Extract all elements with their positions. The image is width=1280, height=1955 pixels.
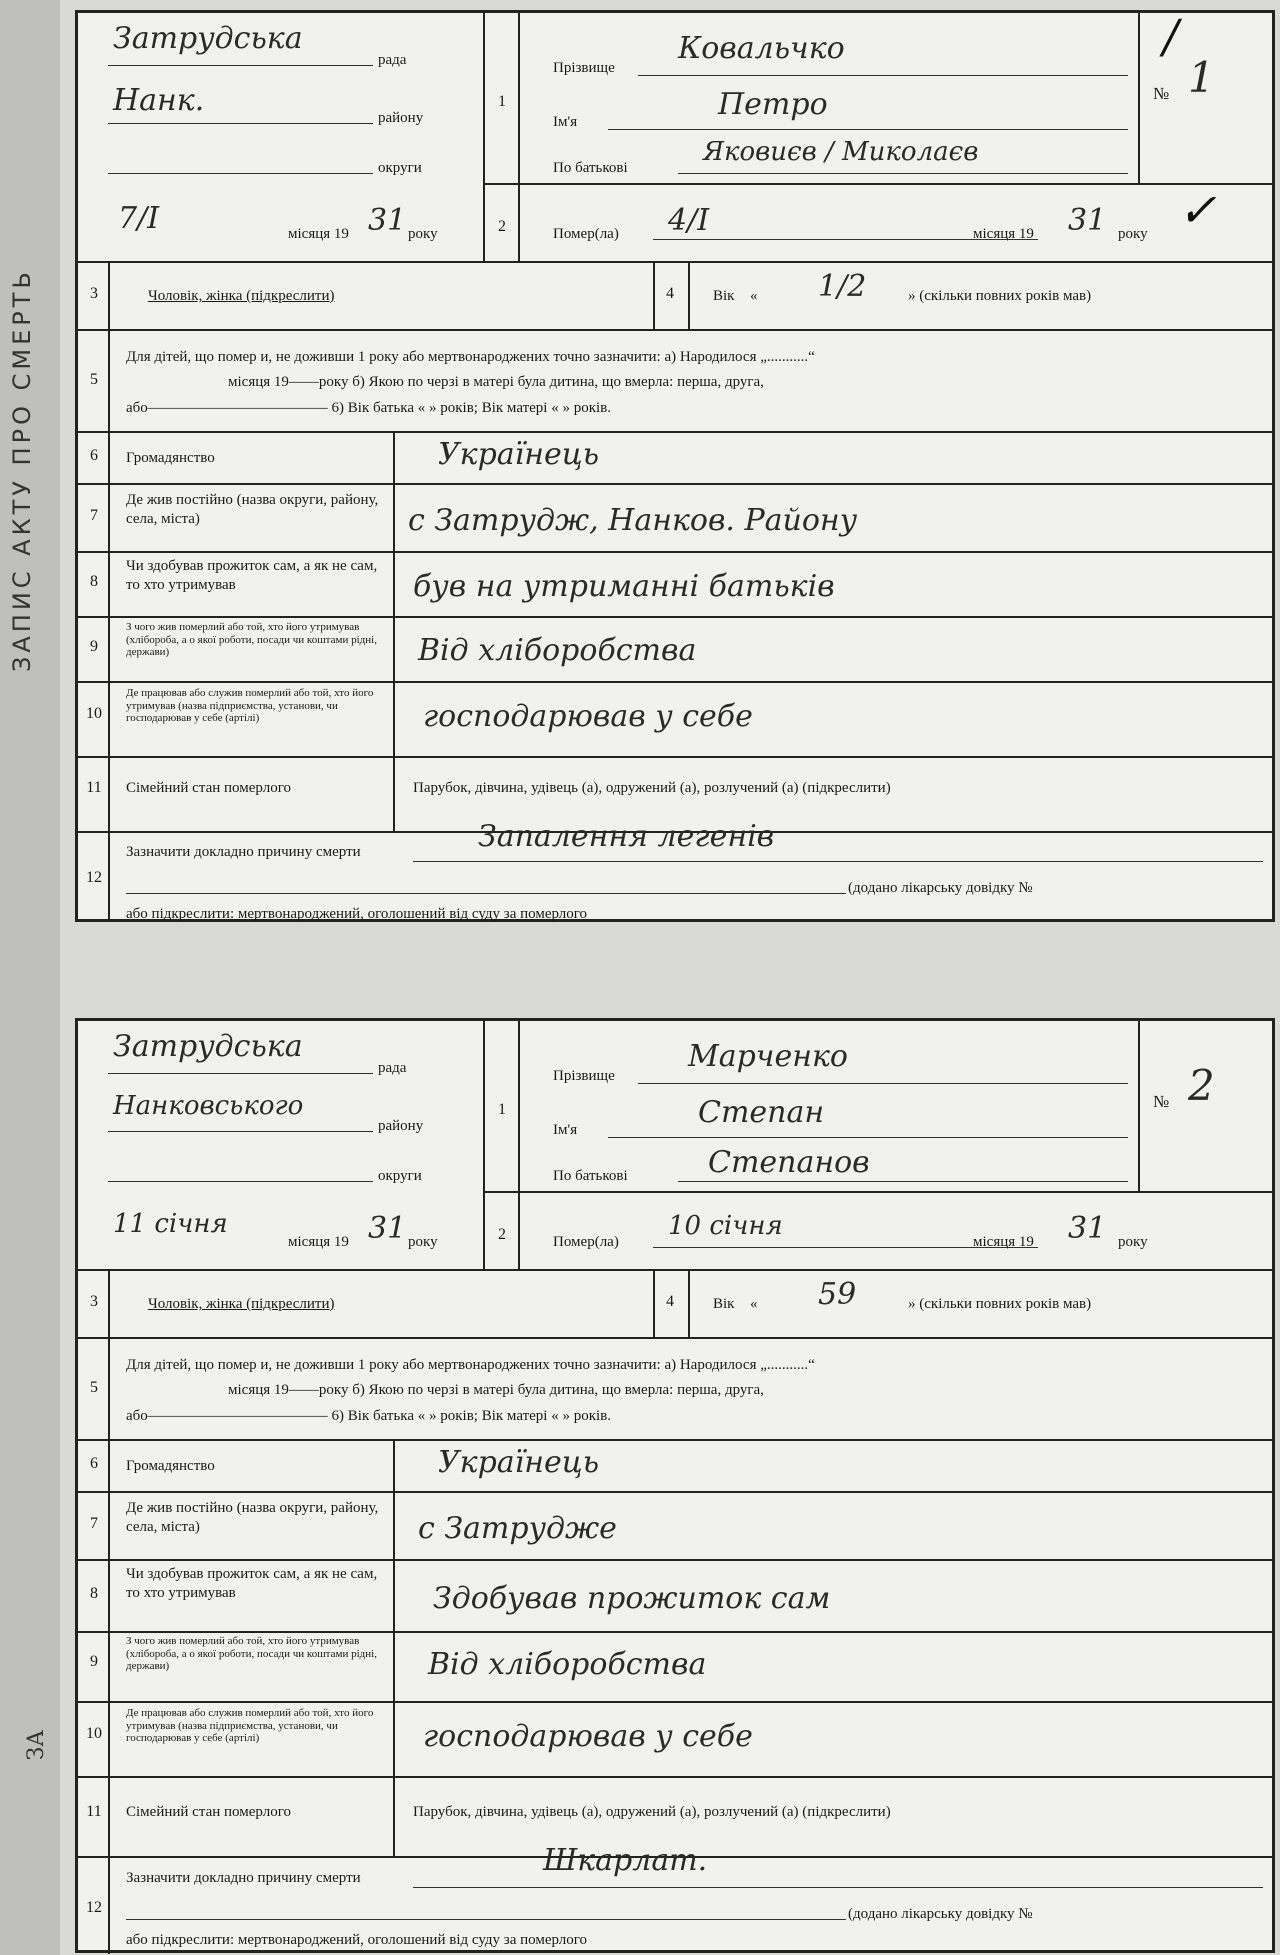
reg-month-label: місяця 19 [288, 1234, 349, 1250]
cause-label: Зазначити докладно причину смерти [126, 844, 361, 860]
citizenship-label: Громадянство [126, 1458, 215, 1474]
citizenship-value: Українець [438, 1445, 600, 1480]
age-value: 1/2 [818, 269, 867, 304]
sidebar-title: ЗАПИС АКТУ ПРО СМЕРТЬ [8, 268, 36, 672]
stillborn-label: або підкреслити: мертвонароджений, оголошений від суду за померлого [126, 1932, 588, 1948]
death-record-card-1: Затрудська рада Нанк. району округи 7/I місяця 19 31 року 1 Прізвище Ковальчко Ім'я Петро По батькові Яковиєв / Миколаєв № 1 / 2 Помер(ла) 4/I місяця 19 31 року ✓ 3 Чоловік, жінка (підкреслити) 4 Вік « 1/2 » (скільки повних років мав) 5 Для дітей, що помер и, не доживши 1 року або мертвонароджених точно зазначити: а) Народилося „...........“ місяця 19——року б) Якою по черзі в матері була дитина, що вмерла: перша, друга, або———————————— 6) Вік батька « » років; Вік матері « » років. 6 Громадянство Українець 7 Де жив постійно (назва округи, району, села, міста) с Затрудж, Нанков. Району 8 Чи здобував прожиток сам, а як не сам, то хто утримував був на утриманні батьків 9 З чого жив померлий або той, хто його утримував (хлібороба, а о якої роботи, посади чи коштами рідні, держави) Від хліборобства 10 Де працював або служив померлий або той, хто його утримував (назва підприємства, установи, чи господарював у себе (артілі) господарював у себе 11 Сімейний стан померлого Парубок, дівчина, удівець (а), одружений (а), розлучений (а) (підкреслити) 12 Зазначити докладно причину смерти Запалення легенів (додано лікарську довідку № або підкреслити: мертвонароджений, оголошений від суду за померлого [75, 10, 1275, 922]
age-value: 59 [818, 1277, 857, 1312]
children-line-1: Для дітей, що помер и, не доживши 1 року або мертвонароджених точно зазначити: а) Народилося „...........“ [126, 1357, 815, 1373]
marital-options: Парубок, дівчина, удівець (а), одружений (а), розлучений (а) (підкреслити) [413, 780, 891, 796]
row-number-7: 7 [90, 507, 98, 524]
row-number-6: 6 [90, 1455, 98, 1472]
death-year-label: року [1118, 226, 1148, 242]
death-month-label: місяця 19 [973, 226, 1034, 242]
row-number-3: 3 [90, 1293, 98, 1310]
surname-label: Прізвище [553, 60, 615, 76]
marital-options: Парубок, дівчина, удівець (а), одружений (а), розлучений (а) (підкреслити) [413, 1804, 891, 1820]
children-line-2: місяця 19——року б) Якою по черзі в матері була дитина, що вмерла: перша, друга, [228, 374, 764, 390]
cause-value: Запалення легенів [478, 819, 775, 854]
citizenship-value: Українець [438, 437, 600, 472]
name-value: Степан [698, 1095, 825, 1130]
patronymic-value: Яковиєв / Миколаєв [703, 137, 979, 167]
patronymic-label: По батькові [553, 1168, 628, 1184]
okrug-label: округи [378, 1168, 422, 1184]
rayon-label: району [378, 110, 424, 126]
cause-label: Зазначити докладно причину смерти [126, 1870, 361, 1886]
record-number-value: 2 [1188, 1061, 1215, 1110]
children-line-1: Для дітей, що помер и, не доживши 1 року або мертвонароджених точно зазначити: а) Народилося „...........“ [126, 349, 815, 365]
row-number-11: 11 [86, 779, 102, 796]
marital-label: Сімейний стан померлого [126, 1804, 291, 1820]
patronymic-label: По батькові [553, 160, 628, 176]
medical-note-label: (додано лікарську довідку № [848, 1906, 1033, 1922]
sex-label: Чоловік, жінка (підкреслити) [148, 288, 335, 304]
livelihood-label: Чи здобував прожиток сам, а як не сам, то хто утримував [126, 558, 378, 593]
livelihood-value: був на утриманні батьків [413, 569, 835, 604]
row-number-6: 6 [90, 447, 98, 464]
marital-label: Сімейний стан померлого [126, 780, 291, 796]
stillborn-label: або підкреслити: мертвонароджений, оголошений від суду за померлого [126, 906, 588, 922]
row-number-9: 9 [90, 1653, 98, 1670]
sex-label: Чоловік, жінка (підкреслити) [148, 1296, 335, 1312]
rada-label: рада [378, 52, 407, 68]
row-number-8: 8 [90, 573, 98, 590]
row-number-5: 5 [90, 1379, 98, 1396]
death-month-label: місяця 19 [973, 1234, 1034, 1250]
residence-value: с Затрудж, Нанков. Району [408, 503, 858, 538]
income-value: Від хліборобства [418, 633, 697, 668]
died-label: Помер(ла) [553, 1234, 619, 1250]
rayon-label: району [378, 1118, 424, 1134]
row-number-2: 2 [498, 218, 506, 235]
surname-value: Марченко [688, 1039, 848, 1074]
reg-date-value: 11 січня [113, 1209, 228, 1239]
workplace-label: Де працював або служив померлий або той, хто його утримував (назва підприємства, установи, чи господарював у себе (артілі) [126, 1707, 374, 1745]
death-year-value: 31 [1068, 1211, 1107, 1246]
death-year-value: 31 [1068, 203, 1107, 238]
name-value: Петро [718, 87, 828, 122]
reg-year-label: року [408, 1234, 438, 1250]
name-label: Ім'я [553, 1122, 578, 1138]
income-label: З чого жив померлий або той, хто його утримував (хлібороба, а о якої роботи, посади чи коштами рідні, держави) [126, 1635, 377, 1673]
sidebar-bottom-mark: ЗА [24, 1730, 49, 1761]
row-number-4: 4 [666, 285, 674, 302]
reg-date-value: 7/I [118, 201, 160, 236]
okrug-label: округи [378, 160, 422, 176]
rayon-value: Нанк. [113, 83, 205, 118]
residence-value: с Затрудже [418, 1511, 617, 1546]
left-margin-strip [0, 0, 60, 1955]
row-number-10: 10 [86, 705, 102, 722]
death-date-value: 10 січня [668, 1211, 783, 1241]
reg-year-label: року [408, 226, 438, 242]
reg-month-label: місяця 19 [288, 226, 349, 242]
livelihood-value: Здобував прожиток сам [433, 1581, 831, 1616]
rada-label: рада [378, 1060, 407, 1076]
workplace-label: Де працював або служив померлий або той, хто його утримував (назва підприємства, установи, чи господарював у себе (артілі) [126, 687, 374, 725]
death-date-value: 4/I [668, 203, 710, 238]
rada-value: Затрудська [113, 1029, 303, 1064]
cause-value: Шкарлат. [543, 1843, 708, 1878]
death-record-card-2: Затрудська рада Нанковського району округи 11 січня місяця 19 31 року 1 Прізвище Марченко Ім'я Степан По батькові Степанов № 2 2 Помер(ла) 10 січня місяця 19 31 року 3 Чоловік, жінка (підкреслити) 4 Вік « 59 » (скільки повних років мав) 5 Для дітей, що помер и, не доживши 1 року або мертвонароджених точно зазначити: а) Народилося „...........“ місяця 19——року б) Якою по черзі в матері була дитина, що вмерла: перша, друга, або———————————— 6) Вік батька « » років; Вік матері « » років. 6 Громадянство Українець 7 Де жив постійно (назва округи, району, села, міста) с Затрудже 8 Чи здобував прожиток сам, а як не сам, то хто утримував Здобував прожиток сам 9 З чого жив померлий або той, хто його утримував (хлібороба, а о якої роботи, посади чи коштами рідні, держави) Від хліборобства 10 Де працював або служив померлий або той, хто його утримував (назва підприємства, установи, чи господарював у себе (артілі) господарював у себе 11 Сімейний стан померлого Парубок, дівчина, удівець (а), одружений (а), розлучений (а) (підкреслити) 12 Зазначити докладно причину смерти Шкарлат. (додано лікарську довідку № або підкреслити: мертвонароджений, оголошений від суду за померлого [75, 1018, 1275, 1953]
check-mark: ✓ [1178, 183, 1217, 237]
row-number-12: 12 [86, 1899, 102, 1916]
reg-year-value: 31 [368, 1211, 407, 1246]
residence-label: Де жив постійно (назва округи, району, села, міста) [126, 492, 379, 527]
row-number-3: 3 [90, 285, 98, 302]
citizenship-label: Громадянство [126, 450, 215, 466]
income-value: Від хліборобства [428, 1647, 707, 1682]
number-label: № [1153, 84, 1170, 103]
workplace-value: господарював у себе [423, 699, 753, 734]
age-label: Вік [713, 288, 735, 304]
residence-label: Де жив постійно (назва округи, району, села, міста) [126, 1500, 379, 1535]
death-year-label: року [1118, 1234, 1148, 1250]
reg-year-value: 31 [368, 203, 407, 238]
children-line-2: місяця 19——року б) Якою по черзі в матері була дитина, що вмерла: перша, друга, [228, 1382, 764, 1398]
patronymic-value: Степанов [708, 1145, 870, 1180]
rada-value: Затрудська [113, 21, 303, 56]
age-label: Вік [713, 1296, 735, 1312]
age-hint: » (скільки повних років мав) [908, 1296, 1092, 1312]
medical-note-label: (додано лікарську довідку № [848, 880, 1033, 896]
livelihood-label: Чи здобував прожиток сам, а як не сам, то хто утримував [126, 1566, 378, 1601]
rayon-value: Нанковського [113, 1091, 304, 1121]
margin-mark: / [1163, 9, 1179, 63]
row-number-5: 5 [90, 371, 98, 388]
died-label: Помер(ла) [553, 226, 619, 242]
children-line-3: або———————————— 6) Вік батька « » років; Вік матері « » років. [126, 400, 612, 416]
row-number-7: 7 [90, 1515, 98, 1532]
row-number-4: 4 [666, 1293, 674, 1310]
row-number-2: 2 [498, 1226, 506, 1243]
row-number-9: 9 [90, 638, 98, 655]
workplace-value: господарював у себе [423, 1719, 753, 1754]
row-number-12: 12 [86, 869, 102, 886]
children-line-3: або———————————— 6) Вік батька « » років; Вік матері « » років. [126, 1408, 612, 1424]
name-label: Ім'я [553, 114, 578, 130]
row-number-1: 1 [498, 1101, 506, 1118]
record-number-value: 1 [1188, 53, 1215, 102]
row-number-11: 11 [86, 1803, 102, 1820]
row-number-1: 1 [498, 93, 506, 110]
income-label: З чого жив померлий або той, хто його утримував (хлібороба, а о якої роботи, посади чи коштами рідні, держави) [126, 621, 377, 659]
row-number-10: 10 [86, 1725, 102, 1742]
age-hint: » (скільки повних років мав) [908, 288, 1092, 304]
surname-label: Прізвище [553, 1068, 615, 1084]
row-number-8: 8 [90, 1585, 98, 1602]
number-label: № [1153, 1092, 1170, 1111]
surname-value: Ковальчко [678, 31, 845, 66]
